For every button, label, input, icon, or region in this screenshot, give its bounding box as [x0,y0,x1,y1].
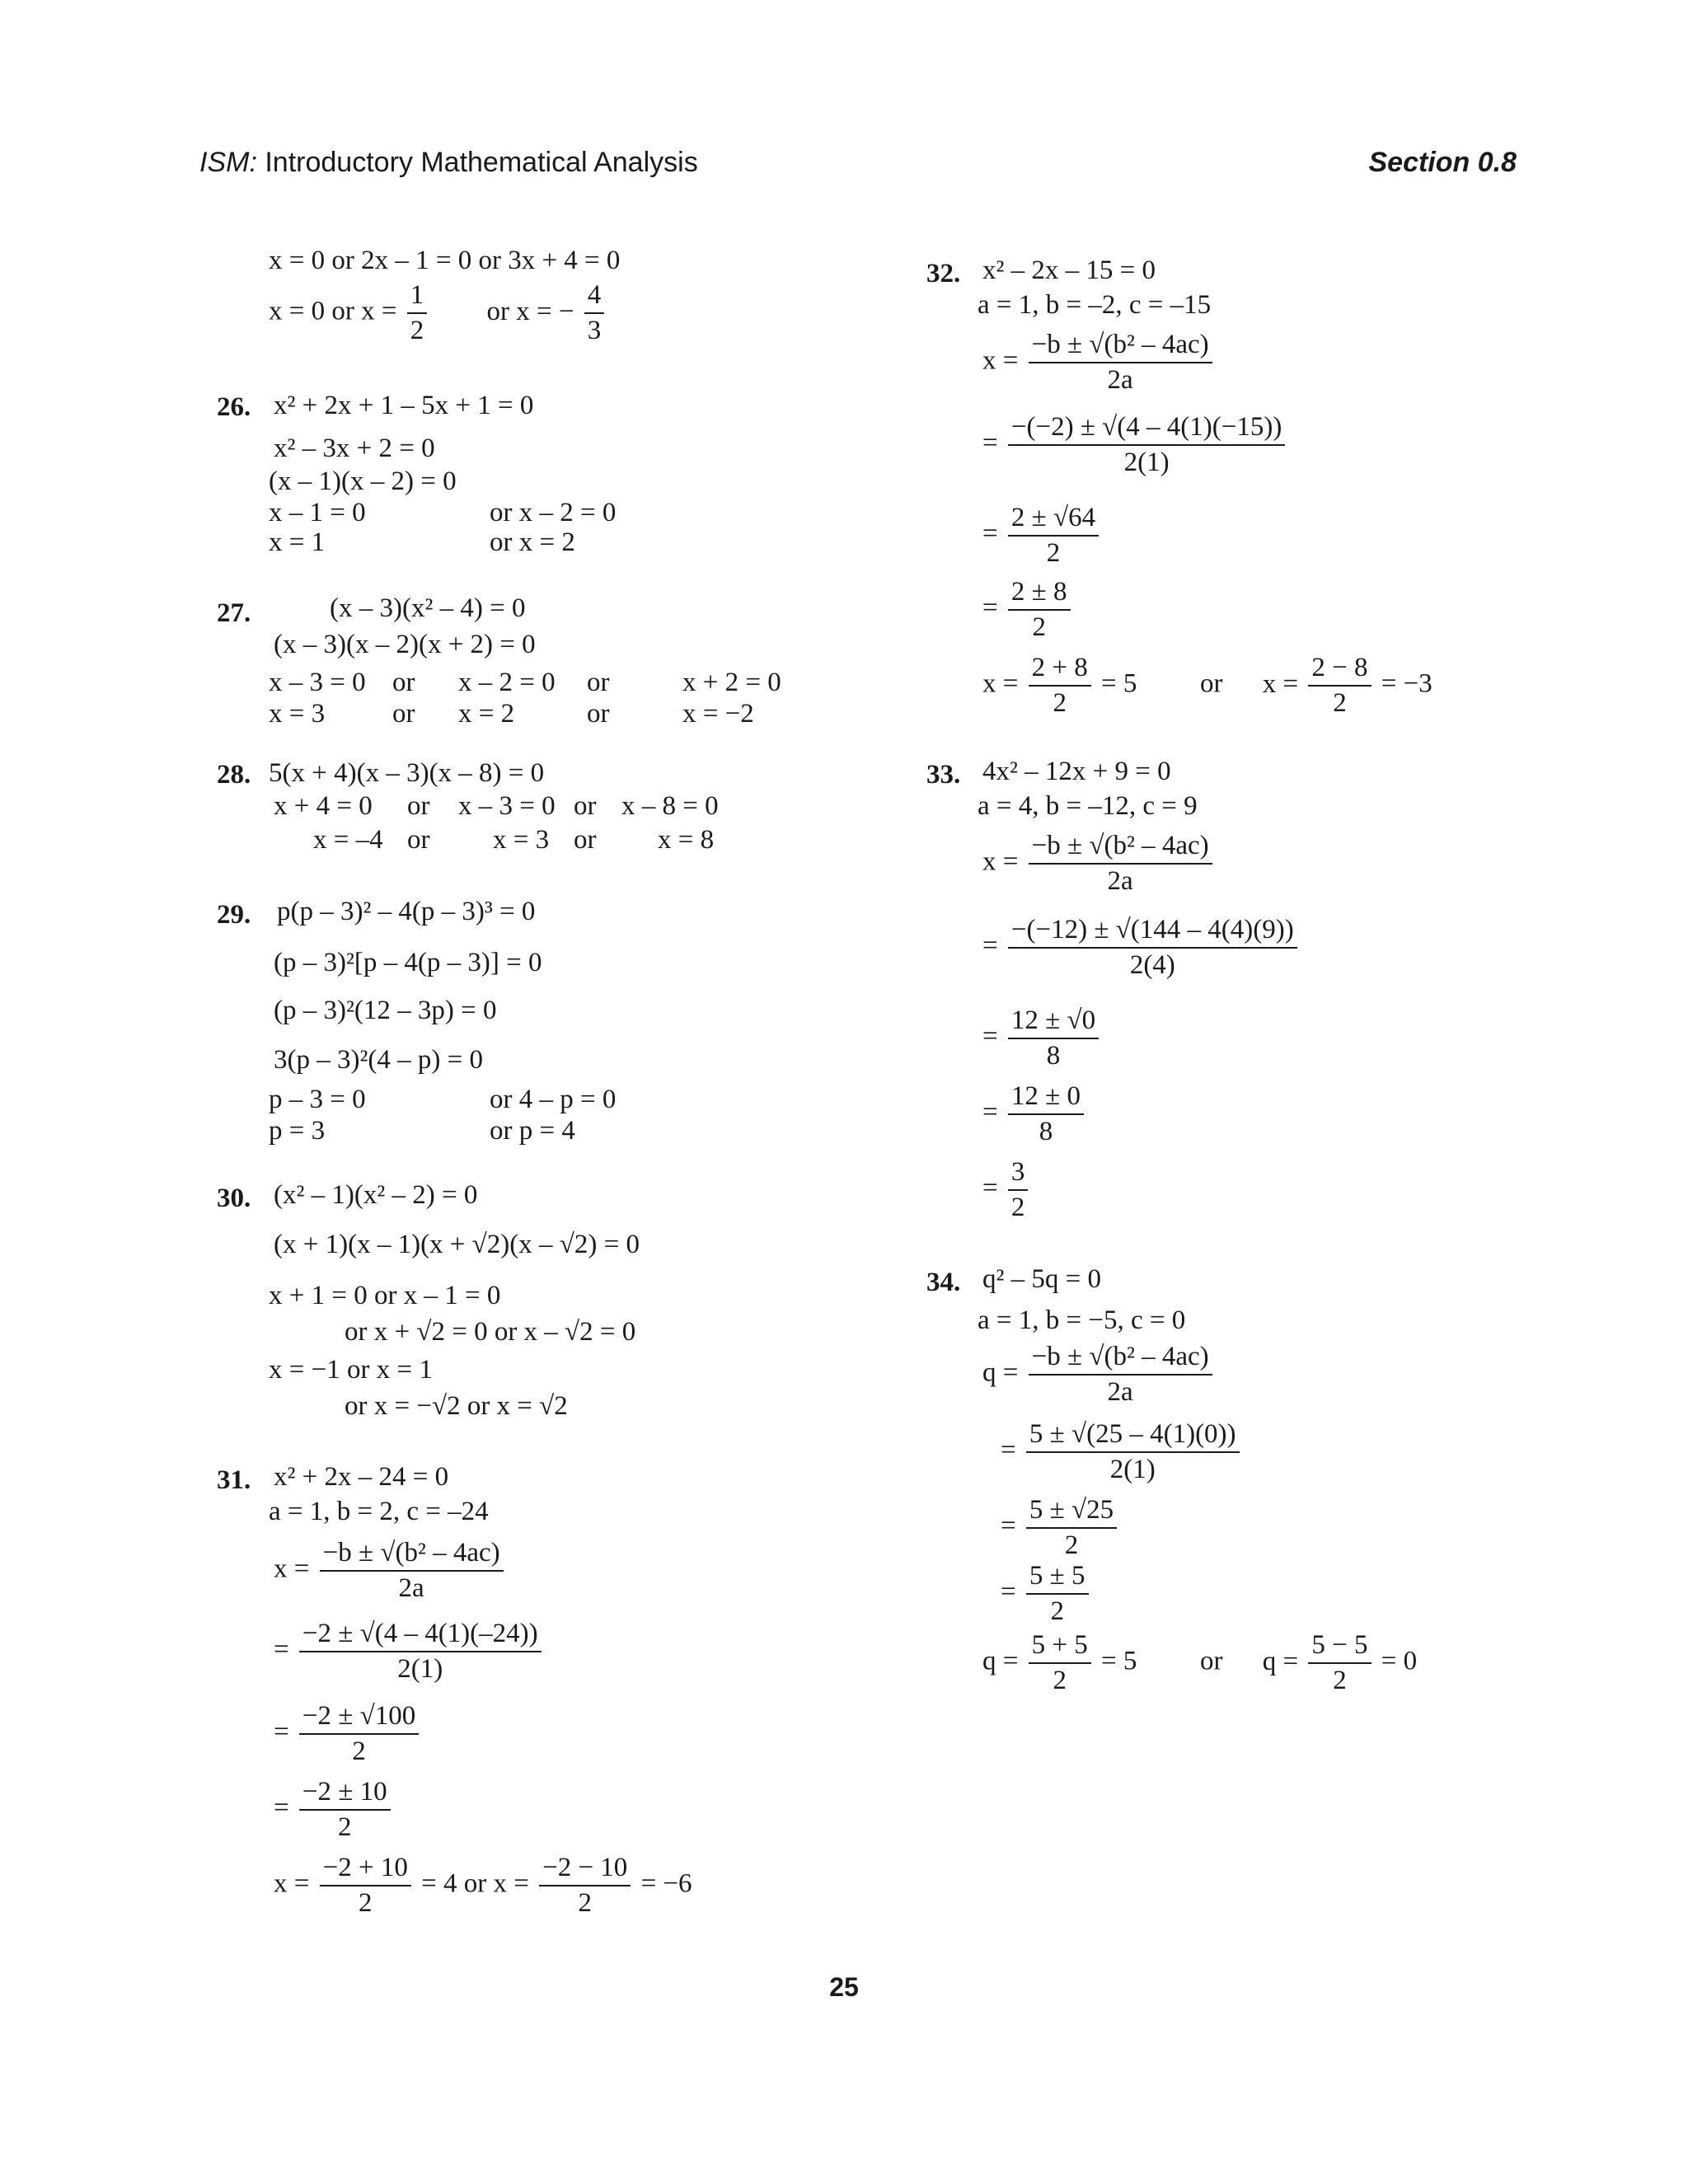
book-title: Introductory Mathematical Analysis [265,147,698,178]
p27-or-2: or [587,668,610,697]
p33-line2: a = 4, b = –12, c = 9 [978,791,1198,821]
p34-step5-fraction-b: $\frac{5 - 5}{2}$ [1308,1632,1371,1694]
p26-line4b: or x – 2 = 0 [490,498,617,527]
p29-line5b: or 4 – p = 0 [490,1085,617,1114]
p31-step3: = $\frac{-2 \pm √100}{2}$ [274,1703,422,1765]
p31-step4-fraction: $\frac{-2 \pm 10}{2}$ [299,1779,391,1841]
section-label: Section 0.8 [1368,147,1517,178]
p26-line4a: x – 1 = 0 [269,498,366,527]
p28-or-4: or [574,825,597,855]
p29-line6a: p = 3 [269,1116,326,1146]
p29-line3: (p – 3)²(12 – 3p) = 0 [274,996,497,1025]
page-number: 25 [829,1972,859,2002]
problem-number-31: 31. [217,1465,251,1495]
p27-line4a: x = 3 [269,699,326,729]
problem-number-29: 29. [217,900,251,930]
p33-step5: = $\frac{3}{2}$ [982,1159,1031,1221]
p34-line1: q² – 5q = 0 [982,1264,1102,1294]
p33-step3: = $\frac{12 \pm √0}{8}$ [982,1007,1102,1070]
problem-number-30: 30. [217,1183,251,1213]
p25-line2 [269,282,607,344]
p31-formula: x = $\frac{\text{−b ± √(b² – 4ac)}}{2a}$ [274,1540,507,1602]
p26-line3: (x – 1)(x – 2) = 0 [269,466,457,496]
p27-line3b: x – 2 = 0 [458,668,556,697]
p33-step5-fraction: $\frac{3}{2}$ [1008,1159,1029,1221]
p34-step5-alt: or q = $\frac{5 - 5}{2}$ = 0 [1200,1630,1418,1695]
p33-step4: = $\frac{12 \pm 0}{8}$ [982,1083,1087,1146]
p25-line1: x = 0 or 2x – 1 = 0 or 3x + 4 = 0 [269,246,621,275]
p28-line2b: x – 3 = 0 [458,791,556,821]
p29-line6b: or p = 4 [490,1116,575,1146]
p28-or-3: or [407,825,430,855]
p28-line3b: x = 3 [493,825,550,855]
p32-step5-fraction-b: $\frac{2 - 8}{2}$ [1308,654,1371,717]
p26-line1: x² + 2x + 1 – 5x + 1 = 0 [274,391,534,420]
p34-step2: = $\frac{5 \pm √(25 - 4(1)(0))}{2(1)}$ [1001,1421,1243,1483]
p27-line4b: x = 2 [458,699,515,729]
p33-quadratic-fraction: $\frac{\text{−b ± √(b² – 4ac)}}{2a}$ [1029,832,1212,895]
p34-formula: q = $\frac{\text{−b ± √(b² – 4ac)}}{2a}$ [982,1343,1216,1406]
book-abbreviation: ISM: [199,147,257,178]
p32-step2: = $\frac{-(-2) \pm √(4 - 4(1)(-15))}{2(1)}$ [982,414,1288,476]
p32-step5: x = $\frac{2 + 8}{2}$ = 5 [982,653,1137,718]
p27-line3c: x + 2 = 0 [682,668,781,697]
p27-line3a: x – 3 = 0 [269,668,366,697]
problem-number-28: 28. [217,760,251,790]
p27-line2: (x – 3)(x – 2)(x + 2) = 0 [274,630,536,659]
p34-step3-fraction: $\frac{5 \pm √25}{2}$ [1026,1497,1117,1559]
p32-step3-fraction: $\frac{2 \pm √64}{2}$ [1008,504,1099,567]
p34-step2-fraction: $\frac{5 \pm √(25 - 4(1)(0))}{2(1)}$ [1026,1421,1240,1483]
p33-step2: = $\frac{-(-12) \pm √(144 - 4(4)(9))}{2(4)}$ [982,916,1301,979]
p28-or-1: or [407,791,430,821]
p32-formula: x = $\frac{\text{−b ± √(b² – 4ac)}}{2a}$ [982,331,1216,394]
p30-line1: (x² – 1)(x² – 2) = 0 [274,1180,478,1210]
p31-step5-fraction-b: $\frac{-2 - 10}{2}$ [539,1854,631,1917]
p29-line5a: p – 3 = 0 [269,1085,366,1114]
p27-or-4: or [587,699,610,729]
p28-or-2: or [574,791,597,821]
p27-line1: (x – 3)(x² – 4) = 0 [330,593,526,623]
p28-line2c: x – 8 = 0 [621,791,719,821]
p31-step3-fraction: $\frac{-2 \pm √100}{2}$ [299,1703,419,1765]
p33-formula: x = $\frac{\text{−b ± √(b² – 4ac)}}{2a}$ [982,832,1216,895]
p25-or-text: or x = − [486,296,574,326]
p30-line5: x = −1 or x = 1 [269,1355,433,1385]
problem-number-32: 32. [926,259,961,288]
p30-line3: x + 1 = 0 or x – 1 = 0 [269,1281,501,1310]
p31-step5: x = $\frac{-2 + 10}{2}$ = 4 or x = $\frac{-2 - 10}{2}$ = −6 [274,1853,692,1918]
p29-line2: (p – 3)²[p – 4(p – 3)] = 0 [274,948,542,977]
p25-line2-text: x = 0 or x = [269,296,397,326]
p33-step3-fraction: $\frac{12 \pm √0}{8}$ [1008,1007,1099,1070]
p29-line4: 3(p – 3)²(4 – p) = 0 [274,1045,483,1075]
p32-step2-fraction: $\frac{-(-2) \pm √(4 - 4(1)(-15))}{2(1)}$ [1008,414,1285,476]
p32-step4: = $\frac{2 \pm 8}{2}$ [982,579,1074,641]
p32-step5-alt: or x = $\frac{2 - 8}{2}$ = −3 [1200,653,1432,718]
problem-number-34: 34. [926,1268,961,1297]
running-header-title [199,147,698,179]
fraction-four-thirds: $\frac{4}{3}$ [584,282,605,344]
p33-step4-fraction: $\frac{12 \pm 0}{8}$ [1008,1083,1084,1146]
p27-or-1: or [392,668,415,697]
p34-step4: = $\frac{5 \pm 5}{2}$ [1001,1563,1092,1625]
p34-step4-fraction: $\frac{5 \pm 5}{2}$ [1026,1563,1089,1625]
p28-line3a: x = –4 [313,825,383,855]
p34-line2: a = 1, b = −5, c = 0 [978,1305,1186,1335]
quadratic-formula-fraction: $\frac{\text{−b ± √(b² – 4ac)}}{2a}$ [320,1540,504,1602]
p26-line5b: or x = 2 [490,527,575,557]
problem-number-26: 26. [217,392,251,422]
p26-line5a: x = 1 [269,527,326,557]
p32-step5-fraction-a: $\frac{2 + 8}{2}$ [1029,654,1091,717]
p34-quadratic-fraction: $\frac{\text{−b ± √(b² – 4ac)}}{2a}$ [1029,1343,1212,1406]
p31-line2: a = 1, b = 2, c = –24 [269,1497,489,1526]
p31-step2: = $\frac{-2 \pm √(4 - 4(1)(-24))}{2(1)}$ [274,1620,545,1683]
p28-line3c: x = 8 [658,825,715,855]
p32-step4-fraction: $\frac{2 \pm 8}{2}$ [1008,579,1071,641]
problem-number-33: 33. [926,760,961,790]
p27-line4c: x = −2 [682,699,754,729]
p34-step5: q = $\frac{5 + 5}{2}$ = 5 [982,1630,1137,1695]
p30-line2: (x + 1)(x – 1)(x + √2)(x – √2) = 0 [274,1230,640,1259]
p28-line2a: x + 4 = 0 [274,791,373,821]
p30-line6: or x = −√2 or x = √2 [345,1391,568,1421]
p31-step5-fraction-a: $\frac{-2 + 10}{2}$ [320,1854,411,1917]
problem-number-27: 27. [217,598,251,628]
p32-step3: = $\frac{2 \pm √64}{2}$ [982,504,1102,567]
p33-step2-fraction: $\frac{-(-12) \pm √(144 - 4(4)(9))}{2(4)}$ [1008,916,1297,979]
p28-line1: 5(x + 4)(x – 3)(x – 8) = 0 [269,758,545,788]
p29-line1: p(p – 3)² – 4(p – 3)³ = 0 [277,897,536,926]
p32-line1: x² – 2x – 15 = 0 [982,255,1156,285]
p31-step4: = $\frac{-2 \pm 10}{2}$ [274,1779,394,1841]
p27-or-3: or [392,699,415,729]
fraction-one-half: $\frac{1}{2}$ [407,282,428,344]
p30-line4: or x + √2 = 0 or x – √2 = 0 [345,1317,636,1347]
p32-quadratic-fraction: $\frac{\text{−b ± √(b² – 4ac)}}{2a}$ [1029,331,1212,394]
p32-line2: a = 1, b = –2, c = –15 [978,290,1212,320]
p31-step2-fraction: $\frac{-2 \pm √(4 - 4(1)(-24))}{2(1)}$ [299,1620,542,1683]
p33-line1: 4x² – 12x + 9 = 0 [982,757,1171,786]
p31-line1: x² + 2x – 24 = 0 [274,1462,449,1492]
p34-step3: = $\frac{5 \pm √25}{2}$ [1001,1497,1120,1559]
p26-line2: x² – 3x + 2 = 0 [274,434,435,463]
p34-step5-fraction-a: $\frac{5 + 5}{2}$ [1029,1632,1091,1694]
